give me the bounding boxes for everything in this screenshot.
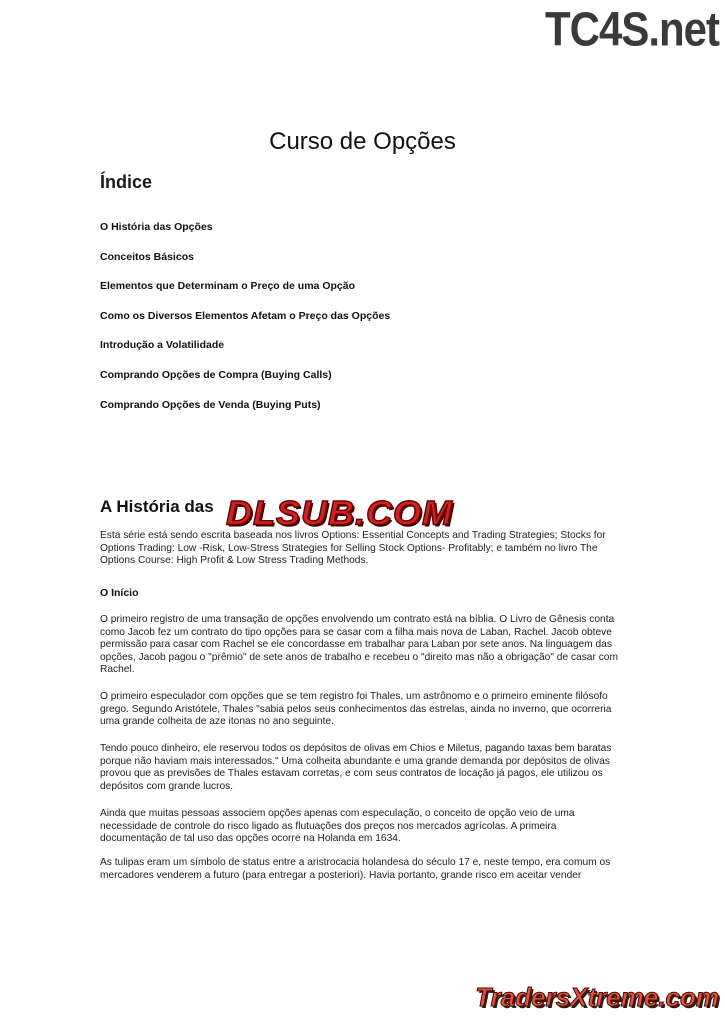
toc-item[interactable]: Introdução a Volatilidade <box>100 339 225 352</box>
subheading: O Início <box>100 587 139 599</box>
section-heading: A História das <box>100 497 214 516</box>
toc-item[interactable]: Comprando Opções de Compra (Buying Calls) <box>100 368 332 381</box>
watermark-bottom: TradersXtreme.com <box>475 982 719 1012</box>
paragraph: O primeiro registro de uma transação de opções envolvendo um contrato está na bíblia. O Livro de Gênesis conta como Jacob fez um contrato do tipo opções para se casar com a filha mais nova de Laban, Rachel. Jacob obteve permissão para casar com Rachel se ele concordasse em trabalhar para Laban por sete anos. Na linguagem das opções, Jacob pagou o "prêmio" de sete anos de trabalho e recebeu o "direito mas não a obrigação" de casar com Rachel. <box>100 614 618 675</box>
toc-item[interactable]: Comprando Opções de Venda (Buying Puts) <box>100 398 321 411</box>
paragraph: Ainda que muitas pessoas associem opções apenas com especulação, o conceito de opção veio de uma necessidade de controle do risco ligado as flutuações dos preços nos mercados agrícolas. A primeira documentação de tal uso das opções ocorre na Holanda em 1634. <box>100 808 575 844</box>
toc-item[interactable]: O História das Opções <box>100 221 213 233</box>
paragraph: O primeiro especulador com opções que se tem registro foi Thales, um astrônomo e o primeiro eminente filósofo grego. Segundo Aristótele, Thales "sabia pelos seus conhecimentos das estrelas, ainda no inverno, que ocorreria uma grande colheita de aze itonas no ano seguinte. <box>100 691 612 727</box>
toc-item[interactable]: Elementos que Determinam o Preço de uma Opção <box>100 280 355 293</box>
index-heading: Índice <box>100 172 153 192</box>
intro-paragraph: Esta série está sendo escrita baseada nos livros Options: Essential Concepts and Trading Strategies; Stocks for Options Trading: Low -Risk, Low-Stress Strategies for Selling Stock Options- Profitably; e também no livro The Options Course: High Profit & Low Stress Trading Methods. <box>100 530 606 566</box>
paragraph: Tendo pouco dinheiro, ele reservou todos os depósitos de olivas em Chios e Miletus, pagando taxas bem baratas porque não haviam mais interessados." Uma colheita abundante e uma grande demanda por depósitos de olivas provou que as previsões de Thales estavam corretas, e com seus contratos de locação já pagos, ele utilizou os depósitos com grande lucros. <box>100 743 612 792</box>
table-of-contents <box>100 221 390 428</box>
watermark-middle: DLSUB.COM <box>226 493 453 532</box>
toc-item[interactable]: Conceitos Básicos <box>100 250 194 263</box>
paragraph: As tulipas eram um símbolo de status entre a aristrocacia holandesa do século 17 e, neste tempo, era comum os mercadores venderem a futuro (para entregar a posteriori). Havia portanto, grande risco em aceitar vender <box>100 857 611 881</box>
toc-item[interactable]: Como os Diversos Elementos Afetam o Preço das Opções <box>100 309 391 322</box>
page-title: Curso de Opções <box>269 128 456 155</box>
watermark-top: TC4S.net <box>544 2 719 57</box>
